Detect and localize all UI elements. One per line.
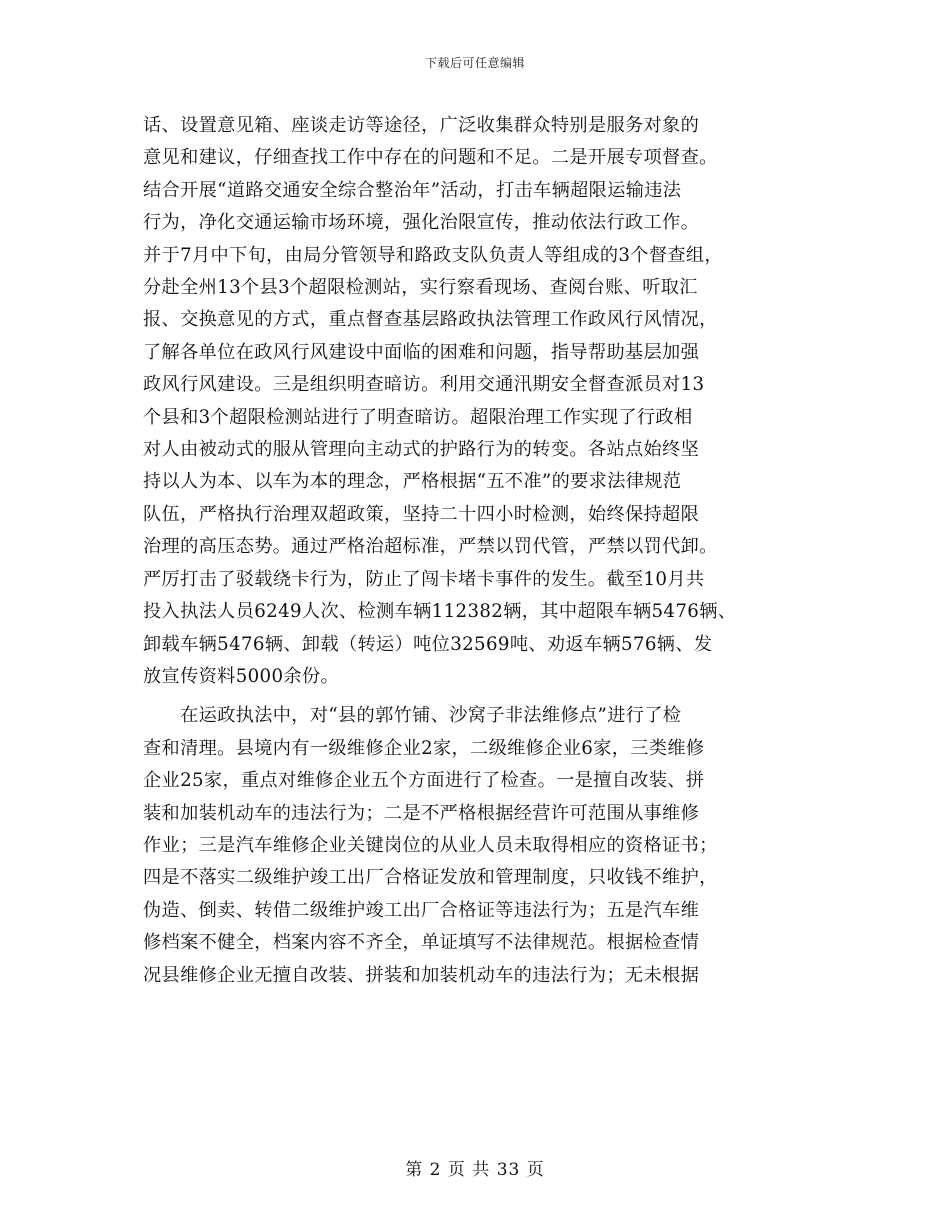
- text-line: 企业25家，重点对维修企业五个方面进行了检查。一是擅自改装、拼: [143, 770, 705, 792]
- text-line: 报、交换意见的方式，重点督查基层路政执法管理工作政风行风情况，: [143, 309, 718, 331]
- text-line: 结合开展“道路交通安全综合整治年”活动，打击车辆超限运输违法: [143, 179, 682, 201]
- page-header: 下载后可任意编辑: [424, 56, 525, 70]
- text-line: 作业；三是汽车维修企业关键岗位的从业人员未取得相应的资格证书；: [143, 834, 718, 856]
- text-line: 修档案不健全，档案内容不齐全，单证填写不法律规范。根据检查情: [143, 932, 700, 954]
- text-line: 严厉打击了驳载绕卡行为，防止了闯卡堵卡事件的发生。截至10月共: [143, 568, 705, 590]
- text-line: 况县维修企业无擅自改装、拼装和加装机动车的违法行为；无未根据: [143, 964, 700, 986]
- text-line: 政风行风建设。三是组织明查暗访。利用交通汛期安全督查派员对13: [143, 374, 705, 396]
- page-footer: 第 2 页 共 33 页: [405, 1160, 545, 1180]
- paragraph-2: [143, 700, 803, 992]
- text-line: 查和清理。县境内有一级维修企业2家，二级维修企业6家，三类维修: [143, 737, 705, 759]
- text-line: 话、设置意见箱、座谈走访等途径，广泛收集群众特别是服务对象的: [143, 115, 700, 136]
- text-line: 行为，净化交通运输市场环境，强化治限宣传，推动依法行政工作。: [143, 212, 700, 234]
- text-line: 放宣传资料5000余份。: [143, 665, 339, 687]
- text-line: 卸载车辆5476辆、卸载（转运）吨位32569吨、劝返车辆576辆、发: [143, 633, 713, 655]
- text-line: 治理的高压态势。通过严格治超标准，严禁以罚代管，严禁以罚代卸。: [143, 536, 718, 558]
- text-line: 在运政执法中，对“县的郭竹铺、沙窝子非法维修点”进行了检: [143, 705, 682, 727]
- document-body: [143, 110, 803, 992]
- text-line: 对人由被动式的服从管理向主动式的护路行为的转变。各站点始终坚: [143, 439, 700, 461]
- text-line: 持以人为本、以车为本的理念，严格根据“五不准”的要求法律规范: [143, 471, 682, 493]
- text-line: 伪造、倒卖、转借二级维护竣工出厂合格证等违法行为；五是汽车维: [143, 899, 700, 921]
- text-line: 了解各单位在政风行风建设中面临的困难和问题，指导帮助基层加强: [143, 341, 700, 363]
- text-line: 队伍，严格执行治理双超政策，坚持二十四小时检测，始终保持超限: [143, 503, 700, 525]
- text-line: 分赴全州13个县3个超限检测站，实行察看现场、查阅台账、听取汇: [143, 277, 698, 299]
- text-line: 四是不落实二级维护竣工出厂合格证发放和管理制度，只收钱不维护，: [143, 867, 718, 889]
- text-line: 并于7月中下旬，由局分管领导和路政支队负责人等组成的3个督查组，: [143, 244, 723, 266]
- paragraph-1: [143, 110, 803, 693]
- text-line: 投入执法人员6249人次、检测车辆112382辆，其中超限车辆5476辆、: [143, 601, 737, 623]
- text-line: 装和加装机动车的违法行为；二是不严格根据经营许可范围从事维修: [143, 802, 700, 824]
- text-line: 意见和建议，仔细查找工作中存在的问题和不足。二是开展专项督查。: [143, 147, 718, 169]
- text-line: 个县和3个超限检测站进行了明查暗访。超限治理工作实现了行政相: [143, 406, 693, 428]
